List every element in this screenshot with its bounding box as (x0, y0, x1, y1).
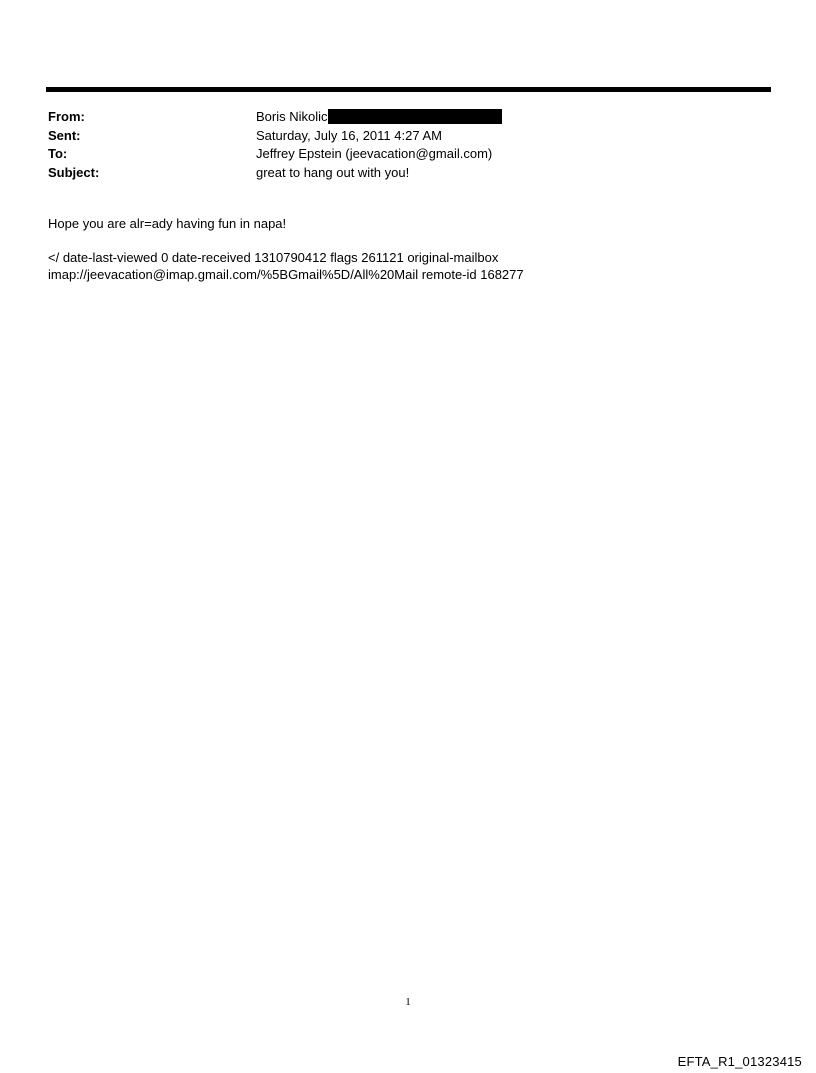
from-row (48, 108, 768, 127)
to-value: Jeffrey Epstein (jeevacation@gmail.com) (256, 146, 493, 161)
subject-label: Subject: (48, 164, 100, 180)
header-divider (46, 87, 771, 92)
subject-row (48, 164, 768, 183)
metadata-line-2: imap://jeevacation@imap.gmail.com/%5BGmail%5D/All%20Mail remote-id 168277 (48, 267, 524, 282)
sent-label: Sent: (48, 127, 81, 143)
metadata-line-1: </ date-last-viewed 0 date-received 1310790412 flags 261121 original-mailbox (48, 250, 499, 265)
sent-value: Saturday, July 16, 2011 4:27 AM (256, 127, 442, 143)
message-text: Hope you are alr=ady having fun in napa! (48, 216, 287, 231)
email-body (48, 215, 768, 283)
page-number: 1 (405, 996, 411, 1008)
from-name: Boris Nikolic (256, 109, 328, 124)
from-value (256, 108, 768, 127)
from-label: From: (48, 109, 85, 124)
mailbox-metadata (48, 249, 768, 283)
email-header (48, 108, 768, 182)
sent-row (48, 127, 768, 146)
document-id: EFTA_R1_01323415 (677, 1054, 802, 1069)
to-row (48, 145, 768, 164)
to-label: To: (48, 146, 68, 161)
subject-value: great to hang out with you! (256, 164, 410, 180)
redaction-block (328, 109, 502, 124)
